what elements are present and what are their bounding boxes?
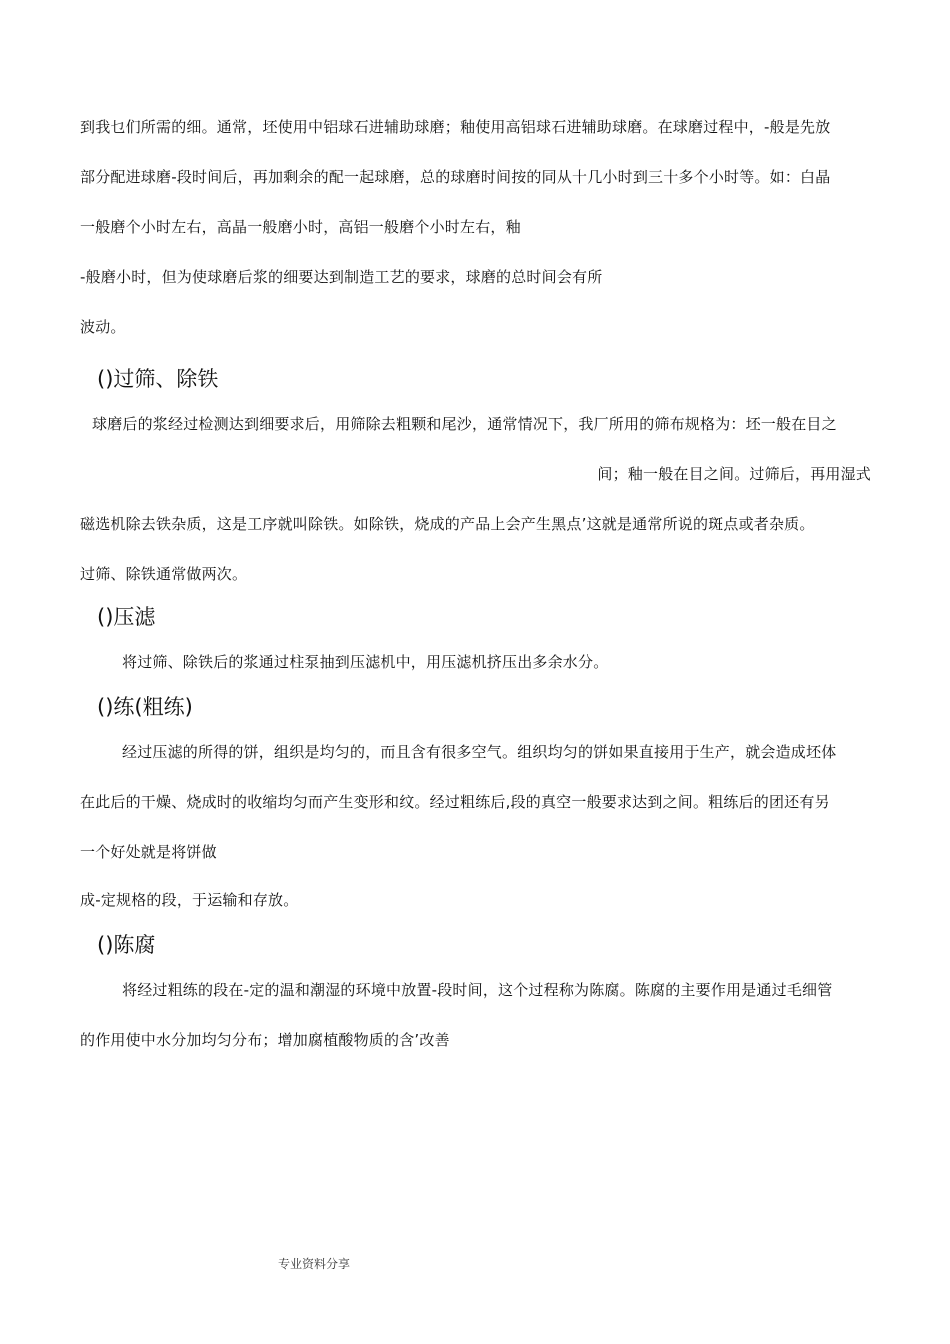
body-text-line: 将过筛、除铁后的浆通过柱泵抽到压滤机中，用压滤机挤压出多余水分。 — [122, 653, 609, 671]
section-heading-sieve: ()过筛、除铁 — [97, 367, 219, 391]
body-text-line: 在此后的干燥、烧成时的收缩均匀而产生变形和纹。经过粗练后,段的真空一般要求达到之间。粗练后的团还有另 — [80, 793, 830, 811]
body-text-line: 将经过粗练的段在-定的温和潮湿的环境中放置-段时间，这个过程称为陈腐。陈腐的主要作用是通过毛细管 — [122, 981, 833, 999]
body-text-line: -般磨小时，但为使球磨后浆的细要达到制造工艺的要求，球磨的总时间会有所 — [80, 268, 603, 286]
section-heading-knead: ()练(粗练) — [97, 695, 193, 719]
body-text-line: 成-定规格的段，于运输和存放。 — [80, 891, 299, 909]
body-text-line: 到我乜们所需的细。通常，坯使用中铝球石进辅助球磨；釉使用高铝球石进辅助球磨。在球磨过程中，-般是先放 — [80, 118, 831, 136]
body-text-line: 部分配进球磨-段时间后，再加剩余的配一起球磨，总的球磨时间按的同从十几小时到三十多个小时等。如：白晶 — [80, 168, 831, 186]
page-footer: 专业资料分享 — [278, 1257, 351, 1271]
body-text-line: 球磨后的浆经过检测达到细要求后，用筛除去粗颗和尾沙，通常情况下，我厂所用的筛布规格为：坯一般在目之 — [92, 415, 837, 433]
body-text-line: 过筛、除铁通常做两次。 — [80, 565, 248, 583]
body-text-line: 波动。 — [80, 318, 126, 336]
body-text-line: 经过压滤的所得的饼，组织是均匀的，而且含有很多空气。组织均匀的饼如果直接用于生产，就会造成坯体 — [122, 743, 837, 761]
body-text-line: 间；釉一般在目之间。过筛后，再用湿式 — [597, 465, 871, 483]
section-heading-press: ()压滤 — [97, 605, 156, 629]
body-text-line: 一般磨个小时左右，高晶一般磨小时，高铝一般磨个小时左右，釉 — [80, 218, 521, 236]
section-heading-aging: ()陈腐 — [97, 933, 156, 957]
body-text-line: 的作用使中水分加均匀分布；增加腐植酸物质的含’改善 — [80, 1031, 450, 1049]
body-text-line: 磁选机除去铁杂质，这是工序就叫除铁。如除铁，烧成的产品上会产生黑点’这就是通常所说的斑点或者杂质。 — [80, 515, 815, 533]
body-text-line: 一个好处就是将饼做 — [80, 843, 217, 861]
